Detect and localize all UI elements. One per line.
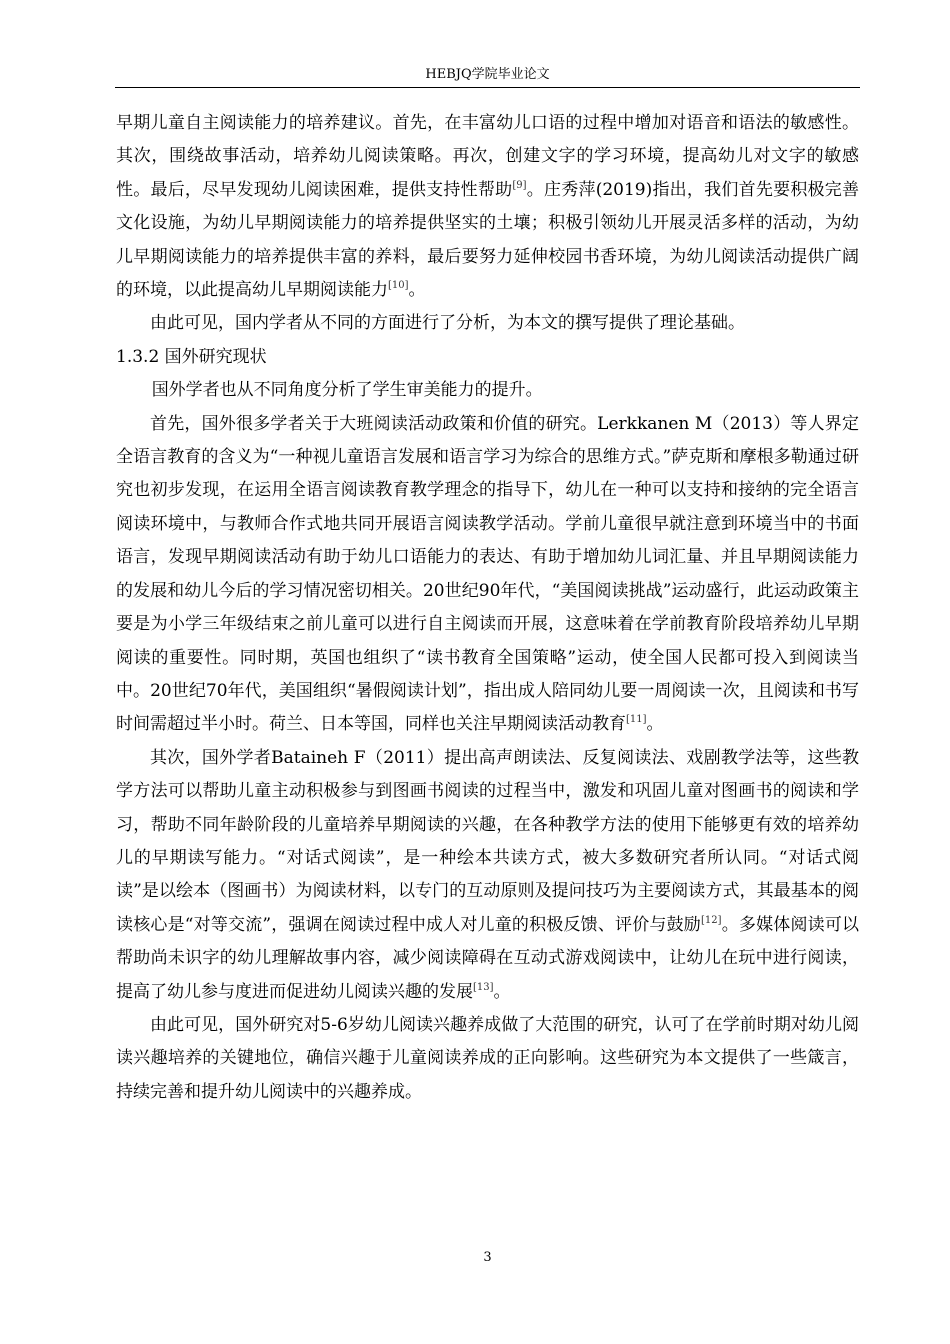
paragraph-foreign-intro: 国外学者也从不同角度分析了学生审美能力的提升。 bbox=[151, 380, 543, 401]
paragraph-foreign-first: 首先，国外很多学者关于大班阅读活动政策和价值的研究。Lerkkanen M（2013）等人界定全语言教育的含义为“一种视儿童语言发展和语言学习为综合的思维方式。”萨克斯和摩根多勒通过研究也初步发现，在运用全语言阅读教育教学理念的指导下，幼儿在一种可以支持和接纳的完全语言阅读环境中，与教师合作式地共同开展语言阅读教学活动。学前儿童很早就注意到环境当中的书面语言，发现早期阅读活动有助于幼儿口语能力的表达、有助于增加幼儿词汇量、并且早期阅读能力的发展和幼儿今后的学习情况密切相关。20世纪90年代，“美国阅读挑战”运动盛行，此运动政策主要是为小学三年级结束之前儿童可以进行自主阅读而开展，这意味着在学前教育阶段培养幼儿早期阅读的重要性。同时期，英国也组织了“读书教育全国策略”运动，使全国人民都可投入到阅读当中。20世纪70年代，美国组织“暑假阅读计划”，指出成人陪同幼儿要一周阅读一次，且阅读和书写时间需超过半小时。荷兰、日本等国，同样也关注早期阅读活动教育[11]。 bbox=[116, 413, 859, 735]
paragraph-domestic-summary: 由此可见，国内学者从不同的方面进行了分析，为本文的撰写提供了理论基础。 bbox=[150, 313, 745, 334]
paragraph-foreign-summary: 由此可见，国外研究对5-6岁幼儿阅读兴趣养成做了大范围的研究，认可了在学前时期对幼儿阅读兴趣培养的关键地位，确信兴趣于儿童阅读养成的正向影响。这些研究为本文提供了一些箴言，持续完善和提升幼儿阅读中的兴趣养成。 bbox=[116, 1014, 859, 1102]
page-body bbox=[116, 107, 859, 1109]
paragraph-domestic-continued: 早期儿童自主阅读能力的培养建议。首先，在丰富幼儿口语的过程中增加对语音和语法的敏感性。其次，围绕故事活动，培养幼儿阅读策略。再次，创建文字的学习环境，提高幼儿对文字的敏感性。最后，尽早发现幼儿阅读困难，提供支持性帮助[9]。庄秀萍(2019)指出，我们首先要积极完善文化设施，为幼儿早期阅读能力的培养提供坚实的土壤；积极引领幼儿开展灵活多样的活动，为幼儿早期阅读能力的培养提供丰富的养料，最后要努力延伸校园书香环境，为幼儿阅读活动提供广阔的环境，以此提高幼儿早期阅读能力[10]。 bbox=[116, 113, 860, 301]
citation: [11] bbox=[626, 714, 647, 726]
citation: [12] bbox=[700, 914, 722, 926]
page-number: 3 bbox=[483, 1250, 492, 1265]
citation: [9] bbox=[512, 179, 527, 191]
header-rule bbox=[115, 87, 860, 88]
paragraph-foreign-second: 其次，国外学者Bataineh F（2011）提出高声朗读法、反复阅读法、戏剧教学法等，这些教学方法可以帮助儿童主动积极参与到图画书阅读的过程当中，激发和巩固儿童对图画书的阅读和学习，帮助不同年龄阶段的儿童培养早期阅读的兴趣，在各种教学方法的使用下能够更有效的培养幼儿的早期读写能力。“对话式阅读”，是一种绘本共读方式，被大多数研究者所认同。“对话式阅读”是以绘本（图画书）为阅读材料，以专门的互动原则及提问技巧为主要阅读方式，其最基本的阅读核心是“对等交流”，强调在阅读过程中成人对儿童的积极反馈、评价与鼓励[12]。多媒体阅读可以帮助尚未识字的幼儿理解故事内容，减少阅读障碍在互动式游戏阅读中，让幼儿在玩中进行阅读，提高了幼儿参与度进而促进幼儿阅读兴趣的发展[13]。 bbox=[116, 747, 860, 1002]
citation: [13] bbox=[473, 981, 494, 993]
section-heading: 1.3.2 国外研究现状 bbox=[116, 346, 267, 367]
running-header: HEBJQ学院毕业论文 bbox=[425, 67, 550, 82]
citation: [10] bbox=[388, 280, 409, 292]
